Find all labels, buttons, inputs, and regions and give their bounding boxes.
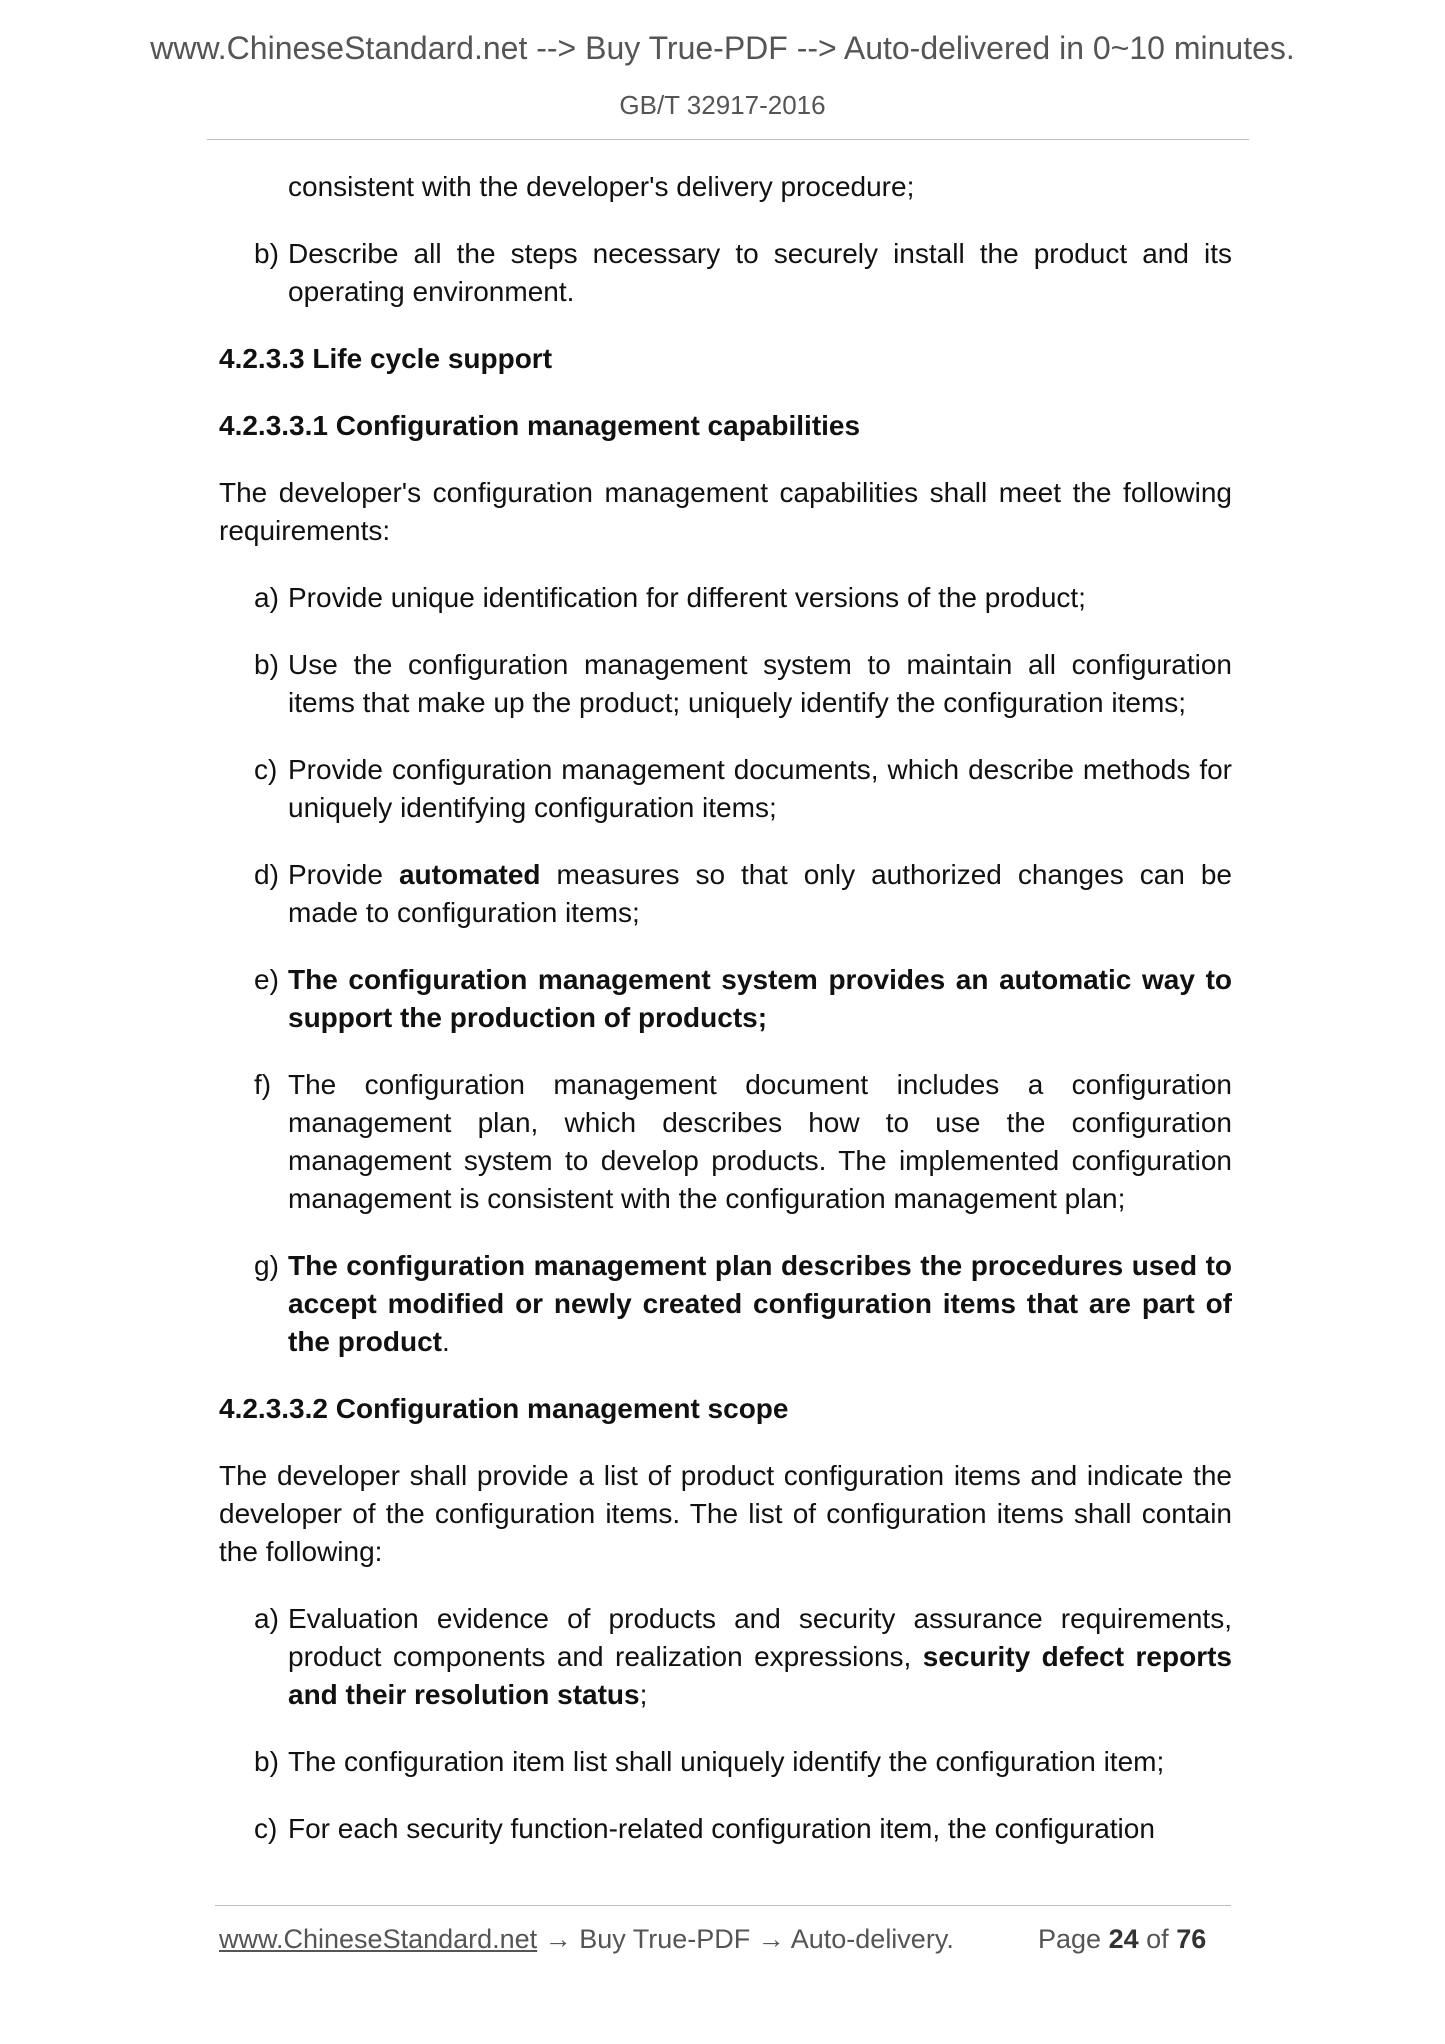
cm-list-item-c	[219, 751, 1232, 827]
standard-id: GB/T 32917-2016	[619, 90, 826, 120]
list-marker: b)	[254, 238, 279, 269]
footer-links	[219, 1924, 954, 1955]
list-marker: e)	[254, 964, 279, 995]
list-marker: d)	[254, 859, 279, 890]
cm-list-item-d	[219, 856, 1232, 932]
install-list-item	[219, 235, 1232, 311]
list-item-text: Evaluation evidence of products and security assurance requirements, product components and realization expressions,	[288, 1603, 1232, 1672]
footer-tagline: → Buy True-PDF → Auto-delivery.	[537, 1924, 954, 1954]
total-page-number: 76	[1176, 1924, 1207, 1954]
section-heading-cm-scope: 4.2.3.3.2 Configuration management scope	[219, 1393, 789, 1424]
list-item-text: The configuration item list shall uniquely identify the configuration item;	[288, 1746, 1165, 1777]
section-heading-cm-capabilities: 4.2.3.3.1 Configuration management capabilities	[219, 410, 861, 441]
cm-list-item-g	[219, 1247, 1232, 1361]
list-marker: b)	[254, 649, 279, 680]
header-banner: www.ChineseStandard.net --> Buy True-PDF --> Auto-delivered in 0~10 minutes.	[150, 30, 1295, 66]
cm-list-item-f	[219, 1066, 1232, 1218]
list-marker: g)	[254, 1250, 279, 1281]
emphasis-text: automated	[398, 859, 541, 890]
list-item-text: measures so that only authorized changes can be made to configuration items;	[288, 859, 1232, 928]
cm-list-item-b	[219, 646, 1232, 722]
footer-site-link[interactable]: www.ChineseStandard.net	[219, 1924, 538, 1954]
of-label: of	[1146, 1924, 1169, 1954]
scope-intro-paragraph: The developer shall provide a list of product configuration items and indicate the developer of the configuration items. The list of configuration items shall contain the following:	[219, 1460, 1232, 1567]
header-divider	[207, 139, 1249, 140]
page-indicator	[1038, 1924, 1206, 1955]
list-marker: f)	[254, 1069, 272, 1100]
list-marker: a)	[254, 582, 279, 613]
scope-list-item-a	[219, 1600, 1232, 1714]
list-marker: c)	[254, 754, 278, 785]
cm-intro-paragraph: The developer's configuration management capabilities shall meet the following requirements:	[219, 477, 1232, 546]
list-item-text: ;	[639, 1679, 648, 1710]
emphasis-text: The configuration management plan describes the procedures used to accept modified or newly created configuration items that are part of the product	[288, 1250, 1232, 1357]
cm-list-item-a	[219, 579, 1232, 617]
emphasis-text: security defect reports and their resolution status	[288, 1641, 1232, 1710]
list-item-text: The configuration management document includes a configuration management plan, which describes how to use the configuration management system to develop products. The implemented configuration management is consistent with the configuration management plan;	[288, 1069, 1232, 1214]
list-item-text: For each security function-related configuration item, the configuration	[288, 1813, 1155, 1844]
footer-divider	[215, 1905, 1231, 1906]
list-item-text: Provide configuration management documents, which describe methods for uniquely identifying configuration items;	[288, 754, 1232, 823]
document-body	[219, 168, 1232, 1877]
page-label: Page	[1038, 1924, 1102, 1954]
list-marker: b)	[254, 1746, 279, 1777]
continuation-text: consistent with the developer's delivery procedure;	[288, 171, 915, 202]
list-marker: c)	[254, 1813, 278, 1844]
section-heading-life-cycle: 4.2.3.3 Life cycle support	[219, 343, 553, 374]
cm-list-item-e	[219, 961, 1232, 1037]
emphasis-text: The configuration management system provides an automatic way to support the production of products;	[288, 964, 1232, 1033]
current-page-number: 24	[1108, 1924, 1139, 1954]
list-item-text: Provide	[288, 859, 399, 890]
list-marker: a)	[254, 1603, 279, 1634]
scope-list-item-b	[219, 1743, 1232, 1781]
scope-list-item-c	[219, 1810, 1232, 1848]
list-item-text: .	[442, 1326, 450, 1357]
list-item-text: Describe all the steps necessary to securely install the product and its operating environment.	[288, 238, 1232, 307]
list-item-text: Use the configuration management system to maintain all configuration items that make up the product; uniquely identify the configuration items;	[288, 649, 1232, 718]
list-item-text: Provide unique identification for different versions of the product;	[288, 582, 1086, 613]
